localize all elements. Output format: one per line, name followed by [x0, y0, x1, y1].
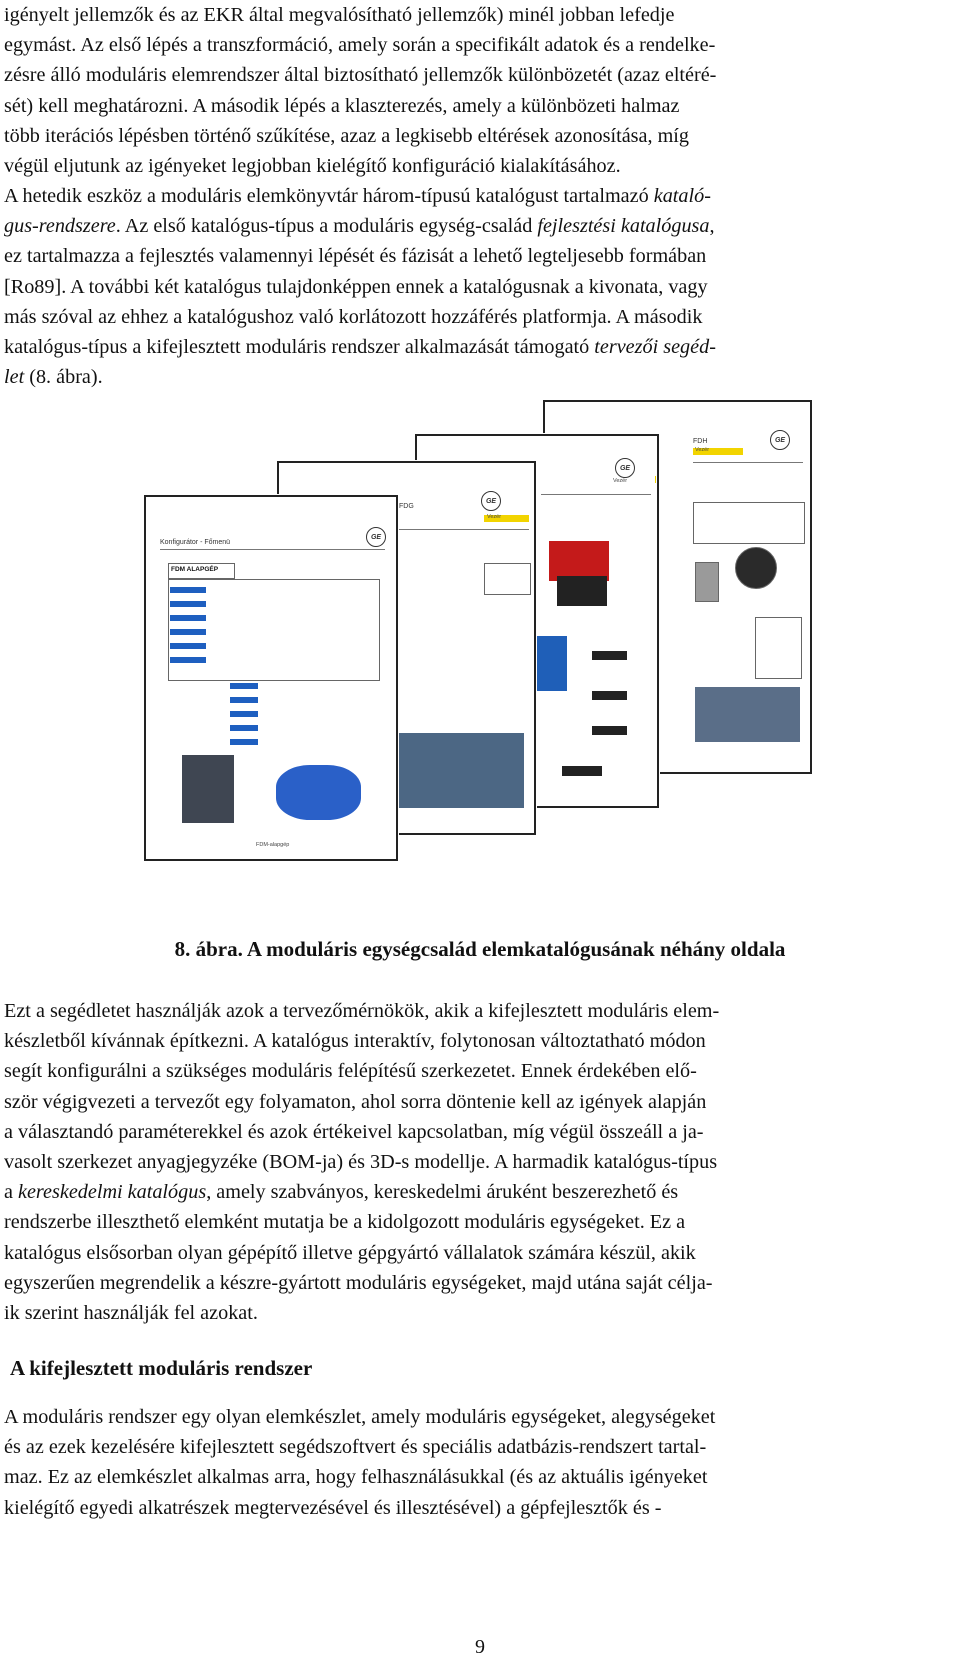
submenu-item [230, 683, 258, 689]
menu-item [170, 657, 206, 663]
submenu-item [230, 739, 258, 745]
fixture-photo [399, 733, 524, 808]
red-part-illustration [549, 541, 609, 581]
text-line: ször végigvezeti a tervezőt egy folyamaton, ahol sorra döntenie kell az igények alapján [4, 1090, 707, 1113]
menu-item [170, 615, 206, 621]
text-line: Ezt a segédletet használják azok a tervezőmérnökök, akik a kifejlesztett moduláris elem- [4, 1000, 720, 1022]
text-line: sét) kell meghatározni. A második lépés a klaszterezés, amely a különbözeti halmaz [4, 94, 680, 117]
sheet-label-bar [655, 476, 656, 483]
text-line: , [709, 215, 715, 238]
italic-term: fejlesztési katalógusa [537, 215, 710, 238]
text-line: egymást. Az első lépés a transzformáció, amely során a specifikált adatok és a rendelke- [4, 34, 716, 57]
text-line: más szóval az ehhez a katalógushoz való korlátozott hozzáférés platformja. A második [4, 305, 703, 328]
text-line: ik szerint használják fel azokat. [4, 1302, 258, 1325]
sheet-title: Konfigurátor - Főmenü [160, 539, 231, 546]
logo-text: GE [370, 533, 382, 541]
text-line: igényelt jellemzők és az EKR által megvalósítható jellemzők) minél jobban lefedje [4, 4, 675, 26]
sheet-label: Vezér [695, 447, 710, 453]
text-line: zésre álló moduláris elemrendszer által biztosítható jellemzők különbözetét (azaz eltéré- [4, 64, 717, 87]
ge-logo-icon [481, 491, 501, 511]
page-number: 9 [475, 1636, 485, 1658]
italic-term: kataló- [653, 185, 711, 207]
text-line: [Ro89]. A további két katalógus tulajdonképpen ennek a katalógusnak a kivonata, vagy [4, 275, 708, 298]
italic-term: tervezői segéd- [594, 336, 716, 359]
text-line: vasolt szerkezet anyagjegyzéke (BOM-ja) és 3D-s modellje. A harmadik katalógus-típus [4, 1151, 718, 1174]
paragraph-catalog [4, 181, 956, 392]
submenu-item [230, 697, 258, 703]
paragraph-top [4, 0, 956, 181]
divider [693, 462, 803, 463]
part-base-illustration [557, 576, 607, 606]
divider [399, 529, 529, 530]
order-table [755, 617, 802, 679]
text-line: egyszerűen megrendelik a készre-gyártott moduláris egységeket, majd utána saját célja- [4, 1271, 713, 1294]
menu-item [170, 587, 206, 593]
wheel-photo [735, 547, 777, 589]
text-line: segít konfigurálni a szükséges moduláris felépítésű szerkezetet. Ennek érdekében elő- [4, 1060, 697, 1083]
text-line: . Az első katalógus-típus a moduláris egység-család [115, 215, 538, 238]
text-line: (8. ábra). [24, 366, 103, 389]
paragraph-last [4, 1402, 956, 1523]
section-heading: A kifejlesztett moduláris rendszer [10, 1356, 313, 1380]
catalog-pages-figure [0, 400, 960, 920]
text-line: a választandó paraméterekkel és azok értékeivel kapcsolatban, míg végül összeáll a ja- [4, 1120, 704, 1143]
text-line: készletből kívánnak építkezni. A katalógus interaktív, folytonosan változtatható módon [4, 1030, 706, 1053]
text-line: kielégítő egyedi alkatrészek megtervezésével és illesztésével) a gépfejlesztők és - [4, 1496, 662, 1519]
sheet-label: Vezér [487, 514, 502, 520]
menu-item [170, 601, 206, 607]
catalog-sheet-1 [144, 495, 398, 861]
ge-logo-icon [366, 527, 386, 547]
italic-term: kereskedelmi katalógus [18, 1181, 207, 1204]
italic-term: gus-rendszere [4, 215, 116, 238]
logo-text: GE [619, 464, 631, 472]
italic-term: let [4, 366, 25, 389]
text-line: és az ezek kezelésére kifejlesztett segédszoftvert és speciális adatbázis-rendszert tartal- [4, 1436, 707, 1459]
menu-item [170, 643, 206, 649]
text-line: katalógus elsősorban olyan gépépítő illetve gépgyártó vállalatok számára készül, akik [4, 1241, 696, 1264]
text-line: katalógus-típus a kifejlesztett moduláris rendszer alkalmazását támogató [4, 336, 595, 359]
sheet-title: FDH [693, 438, 708, 445]
text-line: A hetedik eszköz a moduláris elemkönyvtár három-típusú katalógust tartalmazó [4, 185, 654, 207]
rail-part [592, 691, 627, 700]
text-line: rendszerbe illeszthető elemként mutatja be a kidolgozott moduláris egységeket. Ez a [4, 1211, 686, 1234]
sheet-subtitle: FDM ALAPGÉP [171, 566, 219, 573]
sheet-label: Vezér [613, 478, 628, 484]
spec-table [484, 563, 531, 595]
rail-part [562, 766, 602, 776]
divider [541, 494, 651, 495]
submenu-item [230, 725, 258, 731]
text-line: a [4, 1181, 19, 1204]
submenu-item [230, 711, 258, 717]
logo-text: GE [774, 436, 786, 444]
machine-photo [182, 755, 234, 823]
figure-caption: 8. ábra. A moduláris egységcsalád elemkatalógusának néhány oldala [174, 937, 786, 961]
text-line: maz. Ez az elemkészlet alkalmas arra, hogy felhasználásukkal (és az aktuális igényeket [4, 1466, 708, 1489]
spec-table [693, 502, 805, 544]
ring-fixture-illustration [276, 765, 361, 820]
logo-text: GE [485, 497, 497, 505]
text-line: A moduláris rendszer egy olyan elemkészlet, amely moduláris egységeket, alegységeket [4, 1406, 716, 1428]
machine-photo [695, 687, 800, 742]
text-line: több iterációs lépésben történő szűkítése, azaz a legkisebb eltérések azonosítása, míg [4, 124, 689, 147]
ge-logo-icon [770, 430, 790, 450]
paragraph-after [4, 996, 956, 1328]
text-line: , amely szabványos, kereskedelmi áruként beszerezhető és [206, 1181, 679, 1204]
sheet-footer: FDM-alapgép [256, 842, 290, 848]
text-line: végül eljutunk az igényeket legjobban kielégítő konfiguráció kialakításához. [4, 155, 621, 178]
menu-item [170, 629, 206, 635]
part-photo [695, 562, 719, 602]
blue-bracket-illustration [537, 636, 567, 691]
subtitle-box [168, 563, 235, 579]
divider [160, 549, 385, 550]
sheet-title: FDG [399, 503, 414, 510]
rail-part [592, 726, 627, 735]
ge-logo-icon [615, 458, 635, 478]
text-line: ez tartalmazza a fejlesztés valamennyi lépését és fázisát a lehető legteljesebb formában [4, 245, 707, 268]
rail-part [592, 651, 627, 660]
